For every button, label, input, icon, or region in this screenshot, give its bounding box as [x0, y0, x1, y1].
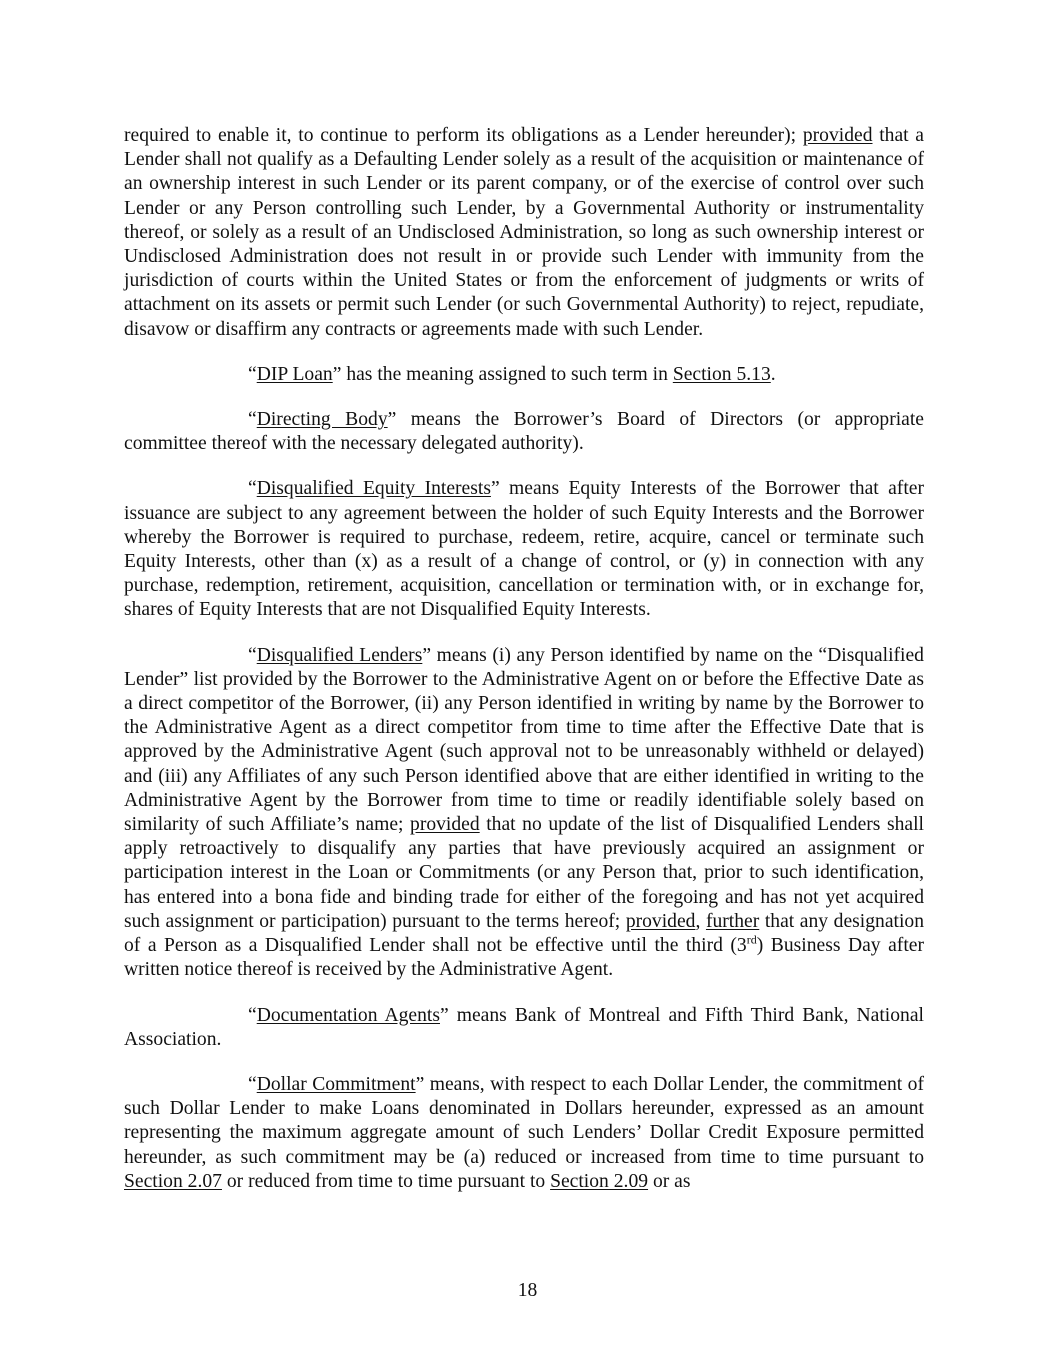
paragraph-defaulting-lender-continuation	[124, 124, 924, 342]
text-segment: .	[770, 363, 776, 385]
text-segment: ” means Equity Interests of the Borrower that after issuance are subject to any agreement between the holder of such Equity Interests and the Borrower whereby the Borrower is required to purchase, redeem, retire, acquire, cancel or terminate such Equity Interests, other than (x) as a result of a change of control, or (y) in connection with any purchase, redemption, retirement, acquisition, cancellation or termination with, or in exchange for, shares of Equity Interests that are not Disqualified Equity Interests.	[124, 478, 924, 621]
underlined-term: Section 2.07	[124, 1170, 222, 1192]
text-segment: that no update of the list of Disqualified Lenders shall apply retroactively to disqualify any parties that have previously acquired an assignment or participation interest in the Loan or Commitments (or any Person that, prior to such identification, has entered into a bona fide and binding trade for either of the foregoing and has not yet acquired such assignment or participation) pursuant to the terms hereof;	[124, 814, 924, 932]
text-segment: “	[248, 644, 257, 666]
page-number: 18	[517, 1280, 538, 1301]
underlined-term: Dollar Commitment	[256, 1073, 416, 1095]
underlined-term: provided	[802, 125, 873, 146]
text-segment: “	[248, 363, 257, 385]
text-segment: “	[248, 478, 257, 500]
text-segment: that a Lender shall not qualify as a Defaulting Lender solely as a result of the acquisition or maintenance of an ownership interest in such Lender or its parent company, or of the exercise of control over such Lender or any Person controlling such Lender, by a Governmental Authority or instrumentality thereof, or solely as a result of an Undisclosed Administration, so long as such ownership interest or Undisclosed Administration does not result in or provide such Lender with immunity from the jurisdiction of courts within the United States or from the enforcement of judgments or writs of attachment on its assets or permit such Lender (or such Governmental Authority) to reject, repudiate, disavow or disaffirm any contracts or agreements made with such Lender.	[124, 125, 924, 340]
underlined-term: Section 5.13	[672, 363, 771, 385]
definition-disqualified-lenders	[124, 644, 924, 983]
superscript-text: rd	[746, 932, 757, 947]
text-segment: that any designation of a Person as a Disqualified Lender shall not be effective until the third (3	[124, 910, 925, 957]
underlined-term: Documentation Agents	[256, 1004, 440, 1026]
definition-documentation-agents	[124, 1004, 924, 1052]
text-segment: “	[248, 1004, 257, 1026]
definition-dip-loan	[124, 363, 924, 387]
text-segment: or as	[648, 1170, 691, 1192]
underlined-term: further	[705, 910, 760, 932]
document-body	[124, 124, 924, 1215]
underlined-term: Section 2.09	[550, 1170, 649, 1192]
text-segment: ” means Bank of Montreal and Fifth Third Bank, National Association.	[124, 1004, 924, 1050]
text-segment: ) Business Day after written notice thereof is received by the Administrative Agent.	[124, 935, 924, 981]
text-segment: ” has the meaning assigned to such term in	[332, 363, 673, 385]
underlined-term: provided	[410, 814, 480, 836]
text-segment: or reduced from time to time pursuant to	[221, 1170, 551, 1192]
underlined-term: Disqualified Lenders	[256, 644, 423, 666]
definition-dollar-commitment	[124, 1073, 924, 1194]
definition-directing-body	[124, 408, 924, 456]
text-segment: “	[248, 1073, 257, 1095]
underlined-term: DIP Loan	[256, 363, 333, 385]
text-segment: required to enable it, to continue to perform its obligations as a Lender hereunder);	[124, 125, 803, 146]
text-segment: ” means the Borrower’s Board of Directors (or appropriate committee thereof with the necessary delegated authority).	[124, 409, 924, 455]
underlined-term: Directing Body	[256, 409, 388, 431]
underlined-term: Disqualified Equity Interests	[256, 478, 491, 500]
definition-disqualified-equity-interests	[124, 477, 924, 622]
text-segment: ” means (i) any Person identified by name on the “Disqualified Lender” list provided by the Borrower to the Administrative Agent on or before the Effective Date as a direct competitor of the Borrower, (ii) any Person identified in writing by name by the Borrower to the Administrative Agent as a direct competitor from time to time after the Effective Date that is approved by the Administrative Agent (such approval not to be unreasonably withheld or delayed) and (iii) any Affiliates of any such Person identified above that are either identified in writing to the Administrative Agent by the Borrower from time to time or readily identifiable solely based on similarity of such Affiliate’s name;	[124, 644, 924, 836]
text-segment: ” means, with respect to each Dollar Lender, the commitment of such Dollar Lender to make Loans denominated in Dollars hereunder, expressed as an amount representing the maximum aggregate amount of such Lenders’ Dollar Credit Exposure permitted hereunder, as such commitment may be (a) reduced or increased from time to time pursuant to	[124, 1073, 924, 1168]
underlined-term: provided	[625, 910, 696, 932]
text-segment: “	[248, 409, 257, 431]
text-segment: ,	[695, 910, 706, 932]
